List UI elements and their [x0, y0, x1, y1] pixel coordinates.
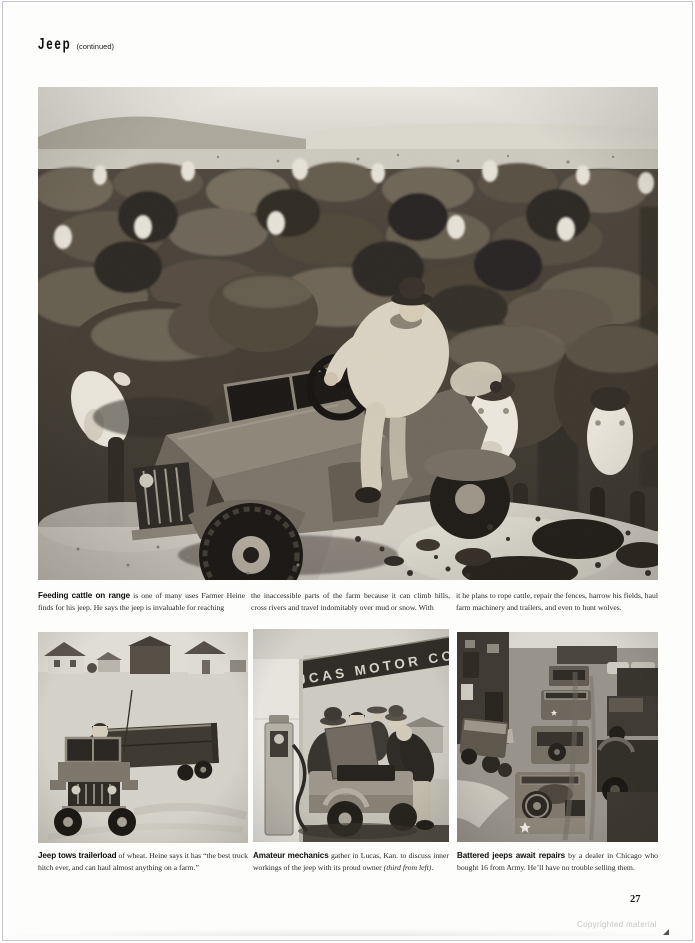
- caption-lead-in: Jeep tows trailerload: [38, 851, 117, 860]
- page-title-continued: (continued): [76, 42, 114, 51]
- page-number: 27: [630, 894, 641, 905]
- caption-lead-in: Feeding cattle on range: [38, 591, 130, 600]
- main-caption-col-3: it he plans to rope cattle, repair the fences, harrow his fields, haul farm machinery and trailers, and even to hunt wolves.: [456, 591, 658, 612]
- copyright-watermark: Copyrighted material: [577, 920, 657, 929]
- caption-lead-in: Battered jeeps await repairs: [457, 851, 566, 860]
- main-caption-col-2: the inaccessible parts of the farm because it can climb hills, cross rivers and travel indomitably over mud or snow. With: [251, 591, 450, 612]
- main-photo-caption: [38, 590, 658, 614]
- caption-jeep-trailer: Jeep tows trailerload of wheat. Heine says it has “the best truck hitch ever, and can haul almost anything on a farm.”: [38, 851, 249, 873]
- photo-jeep-trailer: [38, 632, 248, 843]
- main-photo: [38, 87, 658, 580]
- photo-battered-jeeps: [457, 632, 658, 842]
- caption-battered-jeeps: Battered jeeps await repairs by a dealer in Chicago who bought 16 from Army. He’ll have no trouble selling them.: [457, 851, 659, 873]
- page-header: [38, 36, 114, 54]
- caption-lead-in: Amateur mechanics: [253, 851, 329, 860]
- scan-shadow: [12, 929, 683, 936]
- main-photo-illustration: [38, 87, 658, 580]
- battered-photo-illustration: [457, 632, 658, 842]
- main-caption-col-1: Feeding cattle on range is one of many uses Farmer Heine finds for his jeep. He says the jeep is invaluable for reaching: [38, 591, 246, 613]
- page-title: Jeep: [38, 36, 72, 53]
- mechanics-photo-illustration: [253, 629, 449, 842]
- trailer-photo-illustration: [38, 632, 248, 843]
- caption-amateur-mechanics: Amateur mechanics gather in Lucas, Kan. to discuss inner workings of the jeep with its proud owner (third from left).: [253, 851, 449, 873]
- photo-amateur-mechanics: [253, 629, 449, 842]
